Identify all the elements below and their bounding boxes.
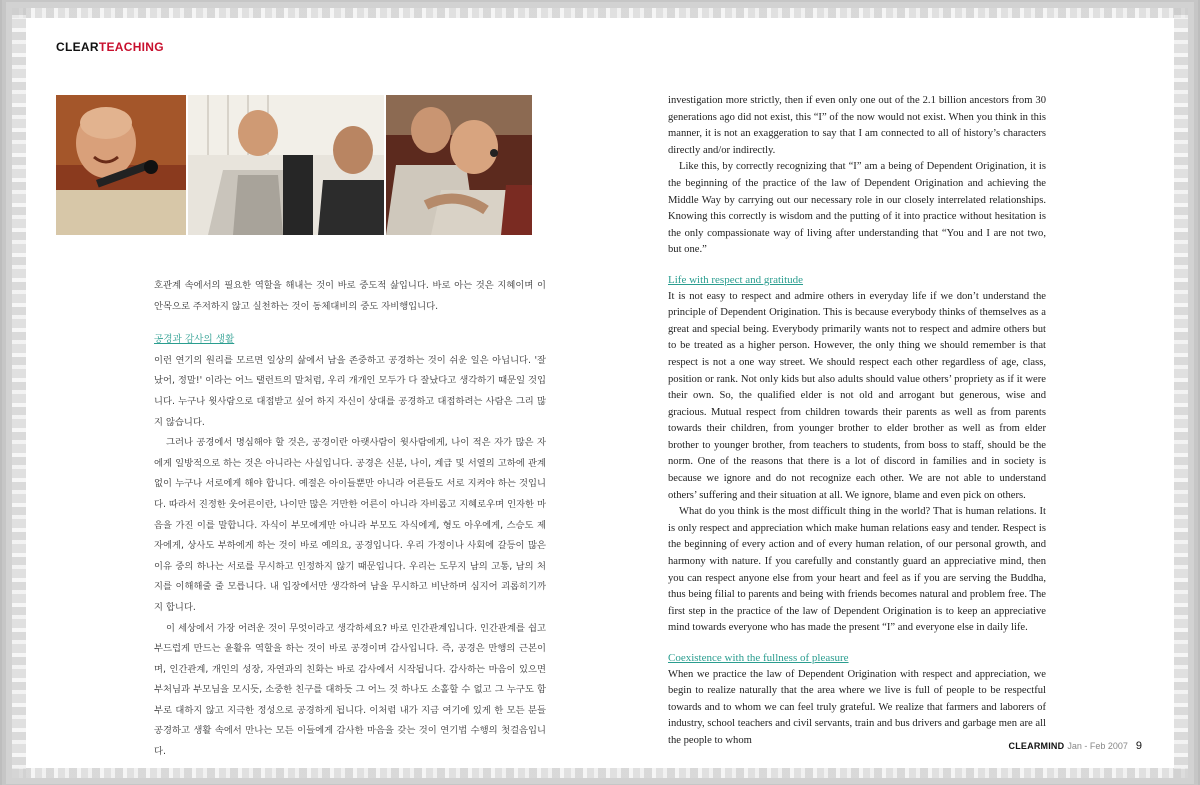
ko-paragraph-respect-2: 그러나 공경에서 명심해야 할 것은, 공경이란 아랫사람이 윗사람에게, 나이 적은 자가 많은 자에게 일방적으로 하는 것은 아니라는 사실입니다. 공경은 신분, 나이, 계급 및 서열의 고하에 관계없이 누구나 서로에게 해야 합니다. 예절은 아이들뿐만 아니라 어른들도 서로 지켜야 하는 것입니다. 따라서 진정한 웃어른이란, 나이만 많은 거만한 어른이 아니라 자비롭고 지혜로우며 인자한 마음을 가진 이를 말합니다. 자식이 부모에게만 아니라 부모도 자식에게, 형도 아우에게, 스승도 제자에게, 상사도 부하에게 하는 것이 바로 예의요, 공경입니다. 우리 가정이나 사회에 갈등이 많은 이유 중의 하나는 서로를 무시하고 인정하지 않기 때문입니다. 우리는 도무지 남의 고통, 남의 처지를 이해해줄 줄 모릅니다. 내 입장에서만 생각하여 남을 무시하고 비난하며 심지어 괴롭히기까지 합니다.: [154, 437, 546, 613]
grunge-border-bottom: [12, 768, 1188, 778]
en-paragraph-respect-1: It is not easy to respect and admire others in everyday life if we don’t understand the principle of Dependent Origination. This is because everybody thinks of themselves as a great and special being. Everybody primarily wants not to respect and admire others but to be treated as a higher person. However, the only thing we should remember is that respect is not a one way street. We should respect each other regardless of age, class, position or rank. Not only kids but also adults should value others’ propriety as if it were their own. So, the qualified elder is not old and arrogant but generous, wise and gracious. Mutual respect from children towards their parents as well as from parents towards their children, from younger brother to elder brother as well as from elder brother to younger brother, from teachers to students, from boss to staff, should be the norm. One of the reasons that there is a lot of discord in families and in society is because we ignore and do not recognize each other. We are not able to understand others’ suffering and their situation at all. We ignore, blame and even pick on others.: [668, 290, 1046, 501]
en-paragraph-continued: investigation more strictly, then if even only one out of the 2.1 billion ancestors from 30 generations ago did not exist, this “I” of the now would not exist. When you think in this manner, it is not an exaggeration to say that I am connected to all of history’s characters directly and/or indirectly.: [668, 95, 1046, 156]
ko-paragraph-respect-1: 이런 연기의 원리를 모르면 일상의 삶에서 남을 존중하고 공경하는 것이 쉬운 일은 아닙니다. '잘 났어, 정말!' 이라는 어느 탤런트의 말처럼, 우리 개개인 모두가 다 잘났다고 생각하기 때문일 것입니다. 누구나 윗사람으로 대접받고 싶어 하지 자신이 상대를 공경하고 대접하려는 사람은 그리 많지 않습니다.: [154, 354, 546, 428]
english-article-column: [668, 93, 1046, 750]
page-number: 9: [1135, 740, 1142, 752]
korean-article-column: [154, 276, 546, 763]
grunge-border-top: [12, 8, 1188, 18]
en-heading-coexistence: Coexistence with the fullness of pleasure: [668, 652, 849, 664]
photo-strip: [56, 95, 532, 235]
section-logo: [56, 40, 164, 54]
photo-monks-listening: [386, 95, 532, 235]
footer-issue-date: Jan - Feb 2007: [1067, 741, 1128, 751]
footer-brand-mind: MIND: [1040, 741, 1065, 751]
grunge-border-left: [12, 8, 26, 778]
footer-brand: [1009, 741, 1065, 751]
logo-clear: CLEAR: [56, 40, 99, 54]
en-paragraph-coexistence: When we practice the law of Dependent Origination with respect and appreciation, we begin to realize naturally that the area where we live is full of people to be respectful towards and to whom we can feel truly grateful. We realize that farmers and laborers of industry, school teachers and civil servants, train and bus drivers and garbage men are all the people to whom: [668, 668, 1046, 746]
ko-paragraph-respect-3: 이 세상에서 가장 어려운 것이 무엇이라고 생각하세요? 바로 인간관계입니다. 인간관계를 쉽고 부드럽게 만드는 윤활유 역할을 하는 것이 바로 공경이며 감사입니다. 즉, 공경은 만행의 근본이며, 인간관계, 개인의 성장, 자연과의 친화는 바로 감사에서 시작됩니다. 감사하는 마음이 있으면 부처님과 부모님을 모시듯, 소중한 친구를 대하듯 그 어느 것 하나도 소홀할 수 없고 그 누구도 함부로 대하지 않고 지극한 정성으로 공경하게 됩니다. 이처럼 내가 지금 여기에 있게 한 모든 분들 공경하고 생활 속에서 만나는 모든 이들에게 감사한 마음을 갖는 것이 연기법 수행의 첫걸음입니다.: [154, 622, 546, 758]
photo-monk-speaking: [56, 95, 186, 235]
en-paragraph-respect-2: What do you think is the most difficult thing in the world? That is human relations. It is only respect and appreciation which make human relations easy and tender. Respect is the beginning of every action and of every human relation, of our personal growth, and harmony with nature. If you carefully and constantly guard an appreciative mind, then you can respect anyone else from your heart and feel as if you are serving the Buddha, thus being filial to parents and being with friends becomes natural and problem free. The first step in the practice of the law of Dependent Origination is to keep an appreciative mind towards everyone who has made the present “I” and everyone else in daily life.: [668, 506, 1046, 634]
grunge-border-right: [1174, 8, 1188, 778]
footer-brand-clear: CLEAR: [1008, 741, 1041, 751]
ko-heading-respect: 공경과 감사의 생활: [154, 334, 235, 346]
magazine-page: [12, 8, 1188, 778]
en-paragraph-like-this: Like this, by correctly recognizing that “I” am a being of Dependent Origination, it is the beginning of the practice of the law of Dependent Origination and achieving the Middle Way by carrying out our necessary role in our closely interrelated relationships. Knowing this correctly is wisdom and the putting of it into practice without hesitation is the only compassionate way of living after understanding that “You and I are not two, but one.”: [668, 161, 1046, 256]
en-heading-respect: Life with respect and gratitude: [668, 273, 804, 286]
ko-paragraph-intro: 호관계 속에서의 필요한 역할을 해내는 것이 바로 중도적 삶입니다. 바로 아는 것은 지혜이며 이 안목으로 주저하지 않고 실천하는 것이 동체대비의 중도 자비행입니다.: [154, 280, 546, 312]
logo-teaching: TEACHING: [98, 40, 164, 54]
photo-two-monks: [188, 95, 384, 235]
page-footer: [1009, 740, 1142, 752]
